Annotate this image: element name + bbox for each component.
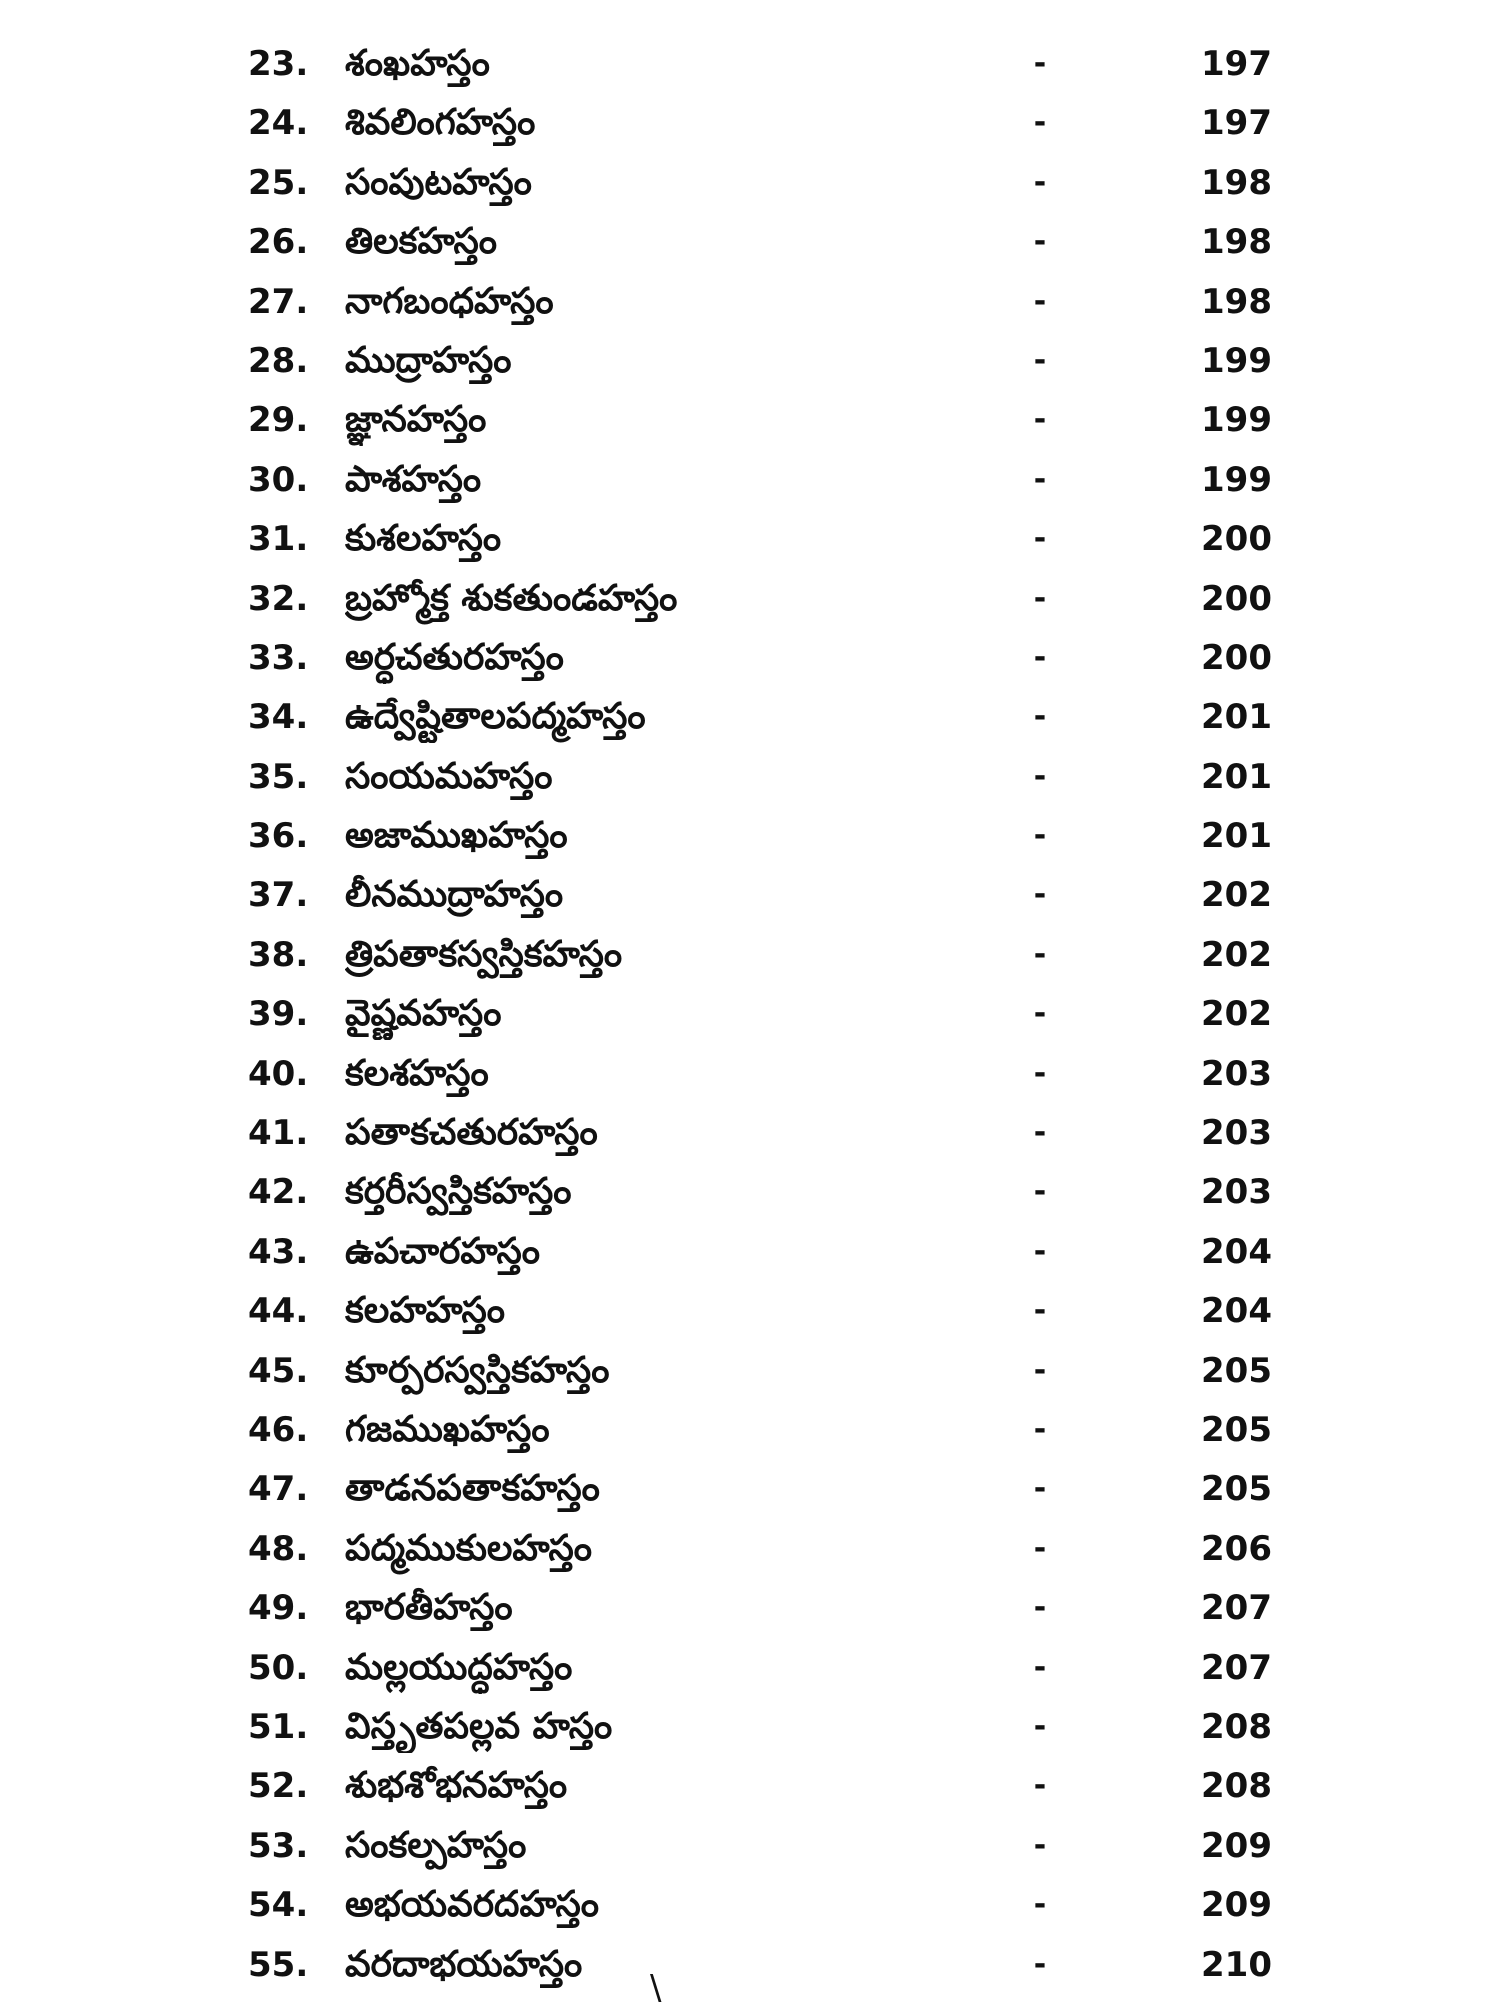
entry-dash: - [1033, 224, 1047, 260]
toc-row [0, 1523, 1500, 1582]
entry-number: 35. [248, 756, 309, 797]
entry-page-number: 200 [1201, 578, 1272, 619]
toc-row [0, 869, 1500, 928]
entry-dash: - [1033, 1590, 1047, 1626]
entry-number: 46. [248, 1409, 309, 1450]
entry-dash: - [1033, 1055, 1047, 1091]
entry-page-number: 199 [1201, 459, 1272, 500]
toc-row [0, 1048, 1500, 1107]
entry-number: 23. [248, 44, 309, 84]
entry-dash: - [1033, 283, 1047, 319]
entry-number: 50. [248, 1647, 309, 1688]
entry-dash: - [1033, 1233, 1047, 1269]
entry-number: 34. [248, 697, 309, 738]
entry-title: శుభశోభనహస్తం [345, 1765, 568, 1807]
entry-page-number: 197 [1201, 44, 1272, 84]
entry-number: 28. [248, 340, 309, 381]
toc-row [0, 1582, 1500, 1641]
entry-dash: - [1033, 1530, 1047, 1566]
entry-title: మల్లయుద్ధహస్తం [345, 1646, 573, 1688]
entry-title: అజాముఖహస్తం [345, 815, 568, 857]
entry-dash: - [1033, 1887, 1047, 1923]
entry-page-number: 199 [1201, 340, 1272, 381]
entry-dash: - [1033, 936, 1047, 972]
toc-row [0, 751, 1500, 810]
entry-page-number: 209 [1201, 1885, 1272, 1926]
toc-row [0, 38, 1500, 97]
entry-number: 37. [248, 875, 309, 916]
toc-row [0, 1820, 1500, 1879]
entry-page-number: 205 [1201, 1350, 1272, 1391]
entry-dash: - [1033, 877, 1047, 913]
entry-page-number: 198 [1201, 281, 1272, 322]
entry-number: 52. [248, 1766, 309, 1807]
entry-title: వరదాభయహస్తం [345, 1943, 583, 1985]
entry-page-number: 197 [1201, 103, 1272, 144]
entry-title: కూర్పరస్వస్తికహస్తం [345, 1349, 610, 1391]
entry-dash: - [1033, 1174, 1047, 1210]
toc-row [0, 1760, 1500, 1819]
entry-dash: - [1033, 1649, 1047, 1685]
toc-row [0, 97, 1500, 156]
entry-dash: - [1033, 46, 1047, 81]
entry-dash: - [1033, 521, 1047, 557]
entry-number: 44. [248, 1291, 309, 1332]
entry-dash: - [1033, 1708, 1047, 1744]
entry-dash: - [1033, 1293, 1047, 1329]
entry-number: 33. [248, 637, 309, 678]
trailing-mark: \ [650, 1968, 662, 2008]
entry-dash: - [1033, 342, 1047, 378]
entry-number: 38. [248, 934, 309, 975]
toc-row [0, 1701, 1500, 1760]
entry-dash: - [1033, 164, 1047, 200]
toc-row [0, 276, 1500, 335]
entry-page-number: 208 [1201, 1706, 1272, 1747]
entry-title: పతాకచతురహస్తం [345, 1112, 598, 1154]
entry-page-number: 210 [1201, 1944, 1272, 1985]
entry-dash: - [1033, 758, 1047, 794]
entry-title: వైష్ణవహస్తం [345, 993, 502, 1035]
toc-row [0, 335, 1500, 394]
toc-row [0, 810, 1500, 869]
entry-page-number: 205 [1201, 1469, 1272, 1510]
entry-title: త్రిపతాకస్వస్తికహస్తం [345, 933, 623, 975]
entry-page-number: 198 [1201, 222, 1272, 263]
entry-title: లీనముద్రాహస్తం [345, 874, 564, 916]
entry-dash: - [1033, 699, 1047, 735]
entry-number: 41. [248, 1113, 309, 1154]
entry-dash: - [1033, 105, 1047, 141]
entry-title: ముద్రాహస్తం [345, 339, 512, 381]
entry-page-number: 201 [1201, 816, 1272, 857]
entry-title: ఉద్వేష్టితాలపద్మహస్తం [345, 696, 646, 738]
entry-number: 30. [248, 459, 309, 500]
entry-page-number: 203 [1201, 1172, 1272, 1213]
entry-page-number: 198 [1201, 162, 1272, 203]
entry-page-number: 200 [1201, 519, 1272, 560]
entry-title: సంపుటహస్తం [345, 161, 532, 203]
toc-row [0, 1404, 1500, 1463]
toc-row [0, 1879, 1500, 1938]
entry-title: అభయవరదహస్తం [345, 1884, 600, 1926]
entry-dash: - [1033, 1411, 1047, 1447]
entry-title: శివలింగహస్తం [345, 102, 536, 144]
entry-dash: - [1033, 1352, 1047, 1388]
entry-title: తాడనపతాకహస్తం [345, 1468, 600, 1510]
toc-row [0, 691, 1500, 750]
entry-number: 48. [248, 1528, 309, 1569]
toc-row [0, 988, 1500, 1047]
entry-page-number: 202 [1201, 875, 1272, 916]
entry-title: కర్తరీస్వస్తికహస్తం [345, 1171, 572, 1213]
entry-title: గజముఖహస్తం [345, 1408, 550, 1450]
entry-number: 27. [248, 281, 309, 322]
entry-number: 26. [248, 222, 309, 263]
entry-number: 53. [248, 1825, 309, 1866]
entry-dash: - [1033, 580, 1047, 616]
toc-row [0, 1345, 1500, 1404]
entry-number: 47. [248, 1469, 309, 1510]
entry-page-number: 203 [1201, 1113, 1272, 1154]
entry-page-number: 201 [1201, 756, 1272, 797]
toc-row [0, 632, 1500, 691]
entry-page-number: 207 [1201, 1588, 1272, 1629]
entry-dash: - [1033, 1946, 1047, 1982]
entry-page-number: 200 [1201, 637, 1272, 678]
entry-title: భారతీహస్తం [345, 1587, 513, 1629]
entry-number: 40. [248, 1053, 309, 1094]
entry-title: నాగబంధహస్తం [345, 280, 554, 322]
entry-page-number: 209 [1201, 1825, 1272, 1866]
entry-dash: - [1033, 996, 1047, 1032]
entry-title: సంకల్పహస్తం [345, 1824, 527, 1866]
entry-title: సంయమహస్తం [345, 755, 553, 797]
entry-number: 31. [248, 519, 309, 560]
entry-title: విస్తృతపల్లవ హస్తం [345, 1705, 613, 1747]
toc-row [0, 1107, 1500, 1166]
entry-title: ఉపచారహస్తం [345, 1230, 540, 1272]
entry-page-number: 206 [1201, 1528, 1272, 1569]
entry-page-number: 204 [1201, 1291, 1272, 1332]
entry-number: 51. [248, 1706, 309, 1747]
entry-title: పాశహస్తం [345, 458, 482, 500]
entry-title: బ్రహ్మోక్త శుకతుండహస్తం [345, 577, 678, 619]
entry-number: 25. [248, 162, 309, 203]
entry-dash: - [1033, 461, 1047, 497]
entry-dash: - [1033, 1827, 1047, 1863]
entry-number: 24. [248, 103, 309, 144]
entry-page-number: 207 [1201, 1647, 1272, 1688]
entry-dash: - [1033, 1768, 1047, 1804]
entry-number: 36. [248, 816, 309, 857]
toc-row [0, 454, 1500, 513]
entry-number: 43. [248, 1231, 309, 1272]
toc-row [0, 1285, 1500, 1344]
toc-row [0, 573, 1500, 632]
toc-row [0, 1642, 1500, 1701]
toc-row [0, 513, 1500, 572]
entry-number: 45. [248, 1350, 309, 1391]
toc-row [0, 394, 1500, 453]
entry-title: కలహహస్తం [345, 1290, 505, 1332]
entry-title: కలశహస్తం [345, 1052, 489, 1094]
entry-page-number: 201 [1201, 697, 1272, 738]
entry-number: 55. [248, 1944, 309, 1985]
entry-page-number: 204 [1201, 1231, 1272, 1272]
entry-title: కుశలహస్తం [345, 518, 502, 560]
toc-row [0, 1939, 1500, 1998]
entry-title: జ్ఞానహస్తం [345, 399, 487, 441]
entry-title: తిలకహస్తం [345, 221, 498, 263]
toc-row [0, 157, 1500, 216]
entry-page-number: 199 [1201, 400, 1272, 441]
entry-page-number: 208 [1201, 1766, 1272, 1807]
toc-row [0, 1463, 1500, 1522]
table-of-contents [0, 38, 1500, 1998]
entry-dash: - [1033, 818, 1047, 854]
entry-page-number: 202 [1201, 994, 1272, 1035]
entry-number: 54. [248, 1885, 309, 1926]
entry-title: అర్ధచతురహస్తం [345, 636, 564, 678]
entry-number: 42. [248, 1172, 309, 1213]
toc-row [0, 1226, 1500, 1285]
toc-row [0, 216, 1500, 275]
entry-dash: - [1033, 1471, 1047, 1507]
entry-title: శంఖహస్తం [345, 43, 490, 84]
toc-row [0, 1166, 1500, 1225]
entry-page-number: 202 [1201, 934, 1272, 975]
entry-number: 32. [248, 578, 309, 619]
entry-title: పద్మముకులహస్తం [345, 1527, 593, 1569]
entry-number: 29. [248, 400, 309, 441]
entry-page-number: 203 [1201, 1053, 1272, 1094]
entry-dash: - [1033, 639, 1047, 675]
entry-page-number: 205 [1201, 1409, 1272, 1450]
toc-row [0, 929, 1500, 988]
entry-number: 49. [248, 1588, 309, 1629]
entry-number: 39. [248, 994, 309, 1035]
entry-dash: - [1033, 1115, 1047, 1151]
entry-dash: - [1033, 402, 1047, 438]
